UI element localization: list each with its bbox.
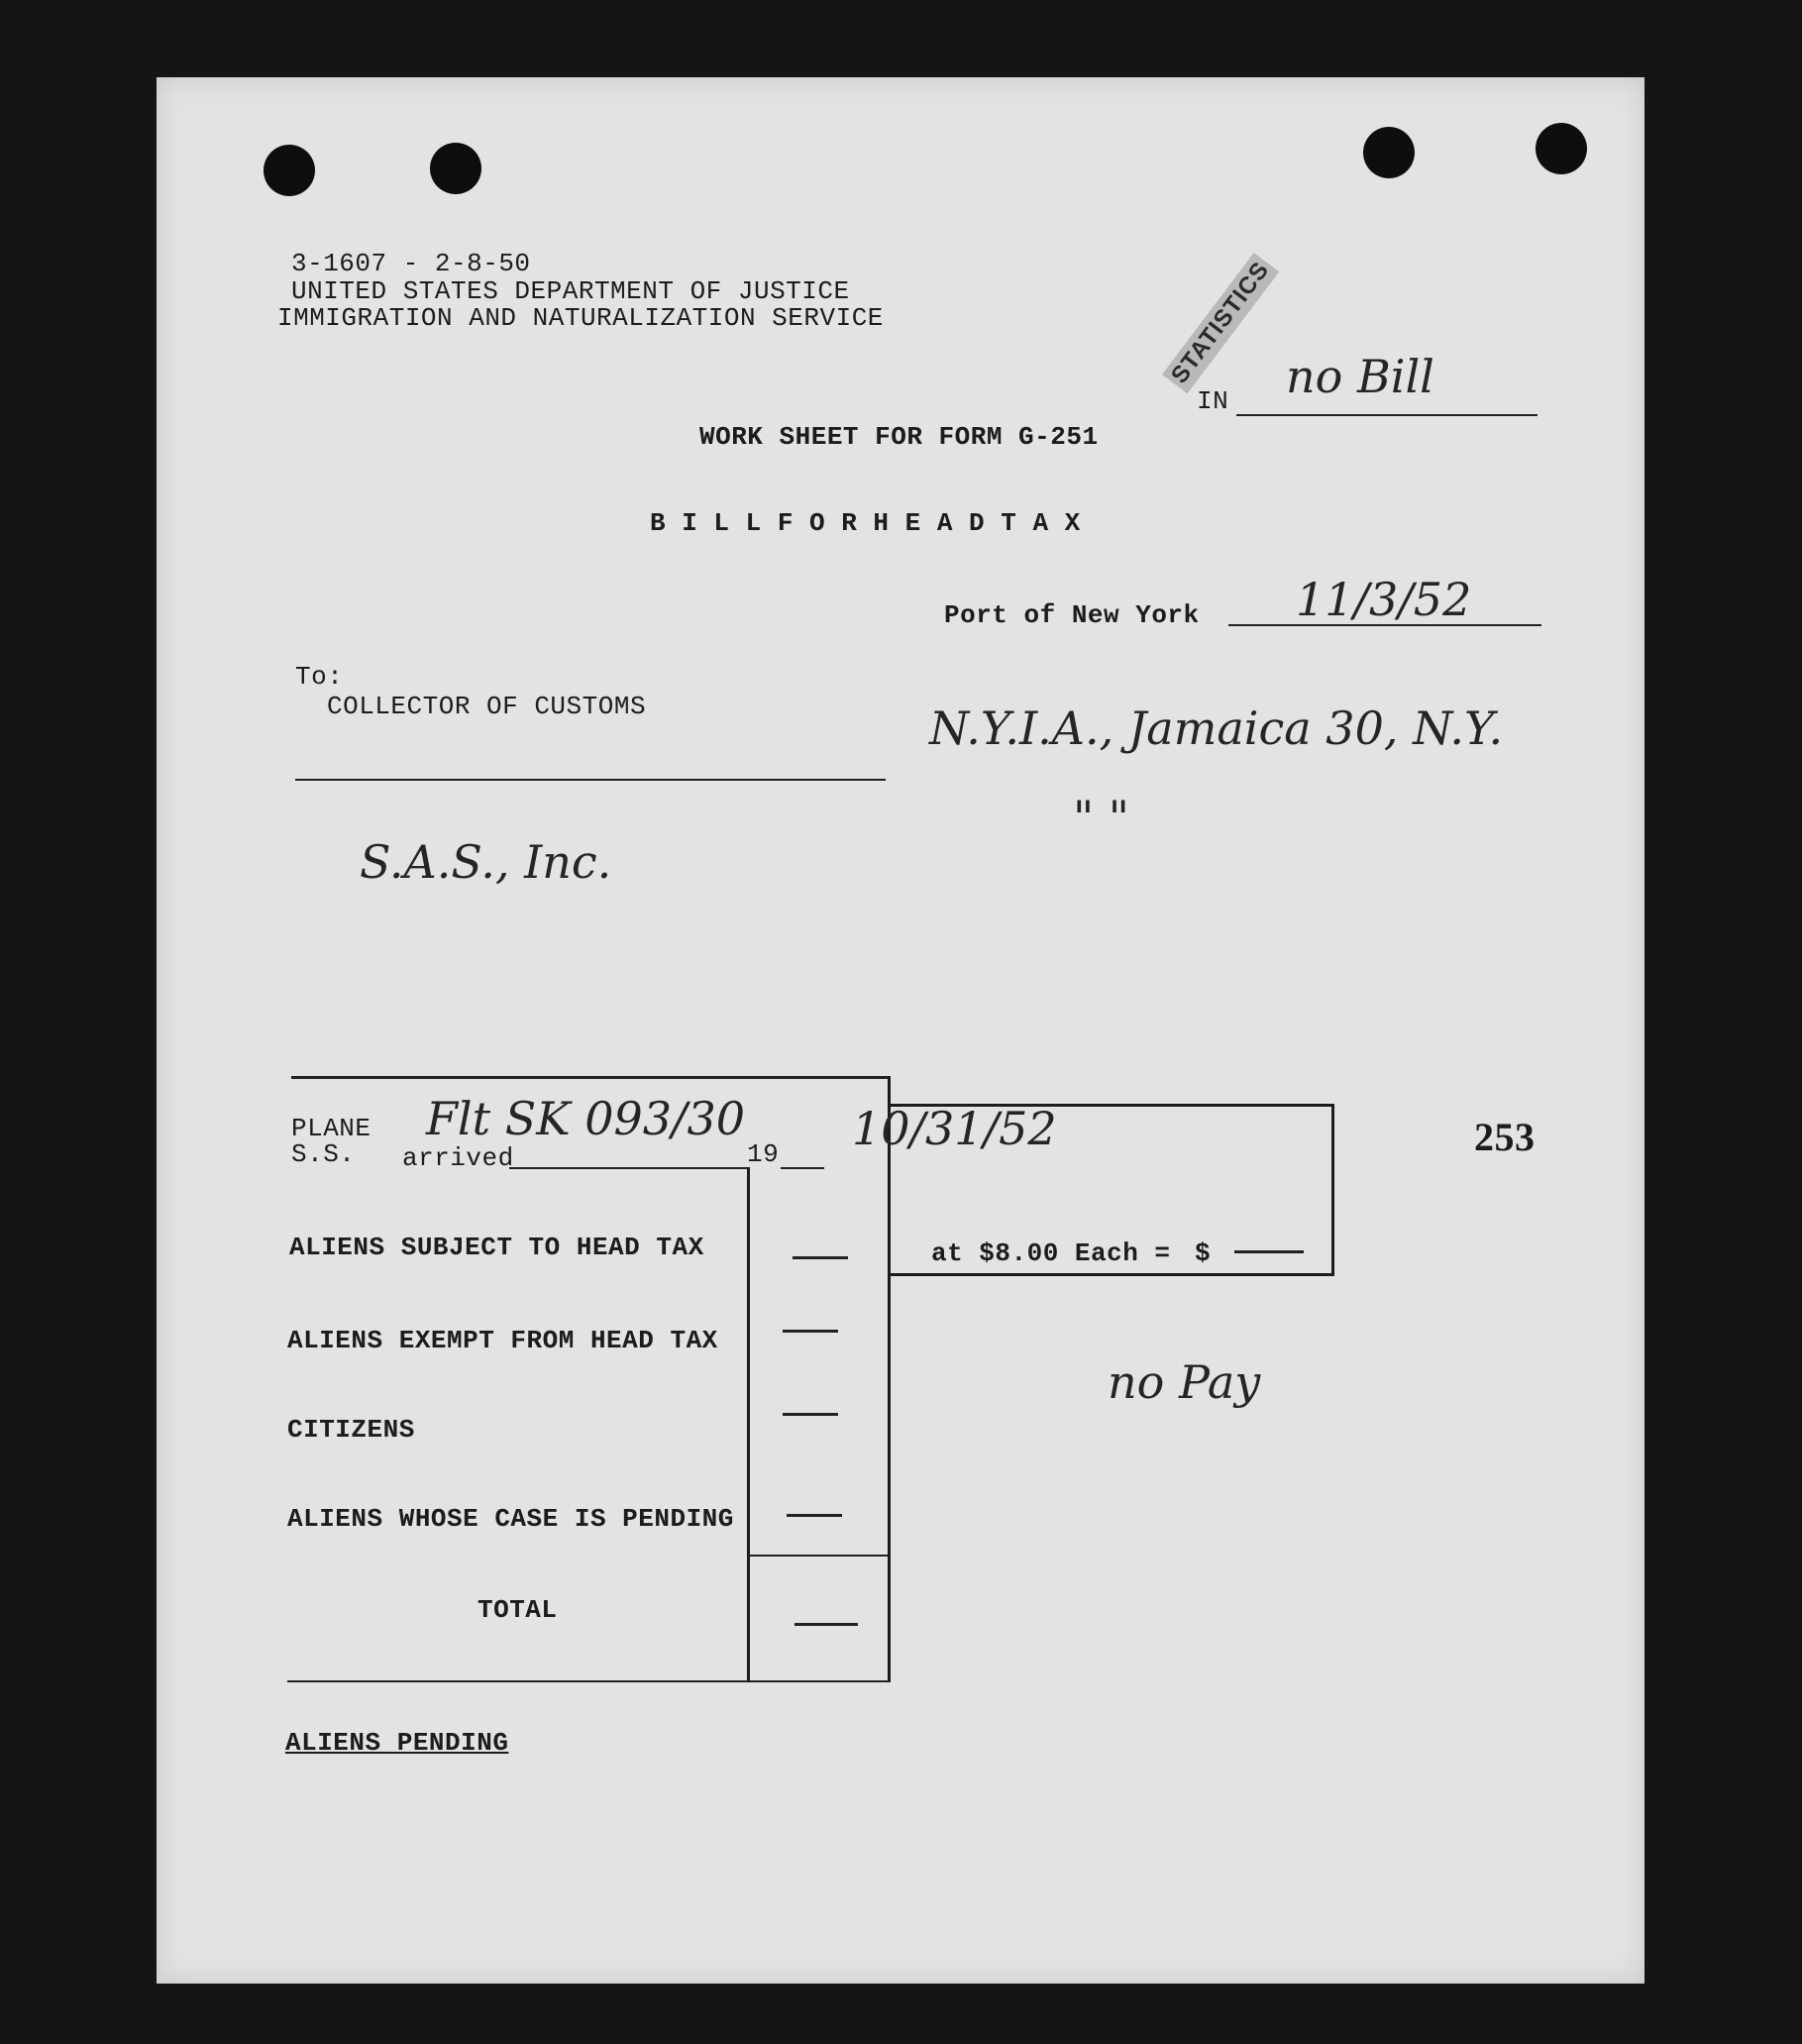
location-handwritten: N.Y.I.A., Jamaica 30, N.Y.	[929, 701, 1504, 755]
flight-number: Flt SK 093/30	[426, 1092, 746, 1145]
punch-hole	[430, 143, 481, 194]
total-label: TOTAL	[477, 1595, 558, 1625]
worksheet-title: WORK SHEET FOR FORM G-251	[699, 422, 1099, 452]
punch-hole	[1363, 127, 1415, 178]
rate-amount-dash	[1234, 1250, 1304, 1253]
table-bottom-border	[287, 1680, 890, 1682]
rate-currency: $	[1195, 1238, 1212, 1268]
no-pay-note: no Pay	[1108, 1355, 1261, 1409]
arrived-label: arrived	[402, 1143, 514, 1173]
arrived-underline	[509, 1167, 747, 1169]
in-label: IN	[1197, 386, 1229, 416]
to-label: To:	[295, 662, 344, 692]
collector-label: COLLECTOR OF CUSTOMS	[327, 692, 647, 721]
aliens-pending-label: ALIENS PENDING	[285, 1728, 509, 1758]
in-underline	[1236, 414, 1537, 416]
category-value-dash	[783, 1330, 838, 1333]
department-name: UNITED STATES DEPARTMENT OF JUSTICE	[291, 276, 850, 306]
category-value-dash	[793, 1256, 848, 1259]
year-underline	[781, 1167, 824, 1169]
table-top-border	[291, 1076, 890, 1079]
port-date: 11/3/52	[1296, 573, 1472, 626]
category-label: ALIENS WHOSE CASE IS PENDING	[287, 1504, 734, 1534]
form-code: 3-1607 - 2-8-50	[291, 249, 531, 278]
statistics-stamp: STATISTICS	[1162, 253, 1280, 394]
ditto-marks: " "	[1073, 791, 1129, 844]
punch-hole	[1536, 123, 1587, 174]
in-handwritten-value: no Bill	[1286, 350, 1434, 403]
collector-underline	[295, 779, 886, 781]
category-label: ALIENS SUBJECT TO HEAD TAX	[289, 1233, 704, 1262]
plane-label: PLANE	[291, 1114, 371, 1143]
category-value-dash	[783, 1413, 838, 1416]
total-value-dash	[795, 1623, 858, 1626]
ss-label: S.S.	[291, 1139, 356, 1169]
bill-title: B I L L F O R H E A D T A X	[650, 508, 1081, 538]
values-column-border	[747, 1167, 750, 1682]
serial-number: 253	[1474, 1115, 1536, 1159]
category-value-dash	[787, 1514, 842, 1517]
form-sheet	[157, 77, 1644, 1984]
port-label: Port of New York	[944, 600, 1200, 630]
year-prefix: 19	[747, 1139, 780, 1169]
punch-hole	[264, 145, 315, 196]
category-label: ALIENS EXEMPT FROM HEAD TAX	[287, 1326, 718, 1355]
arrival-date: 10/31/52	[852, 1102, 1057, 1155]
rate-label: at $8.00 Each =	[931, 1238, 1171, 1268]
total-separator	[747, 1555, 888, 1557]
category-label: CITIZENS	[287, 1415, 415, 1445]
service-name: IMMIGRATION AND NATURALIZATION SERVICE	[277, 303, 884, 333]
carrier-handwritten: S.A.S., Inc.	[360, 835, 612, 889]
